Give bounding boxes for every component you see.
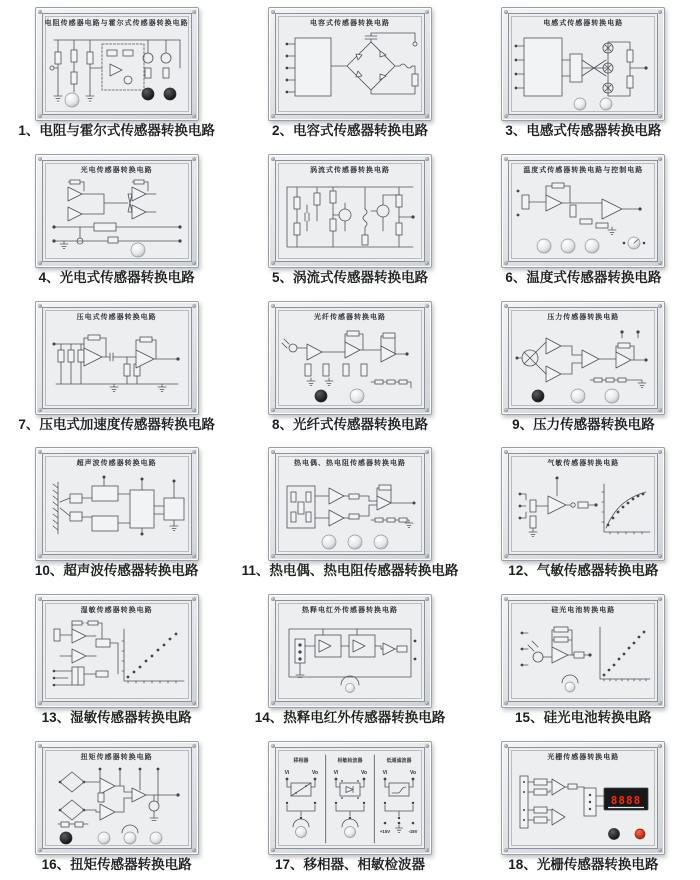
knob-dark: [60, 832, 72, 844]
indicator-knob: [142, 88, 154, 100]
circuit-diagram: [277, 175, 423, 259]
panel-caption: 18、光栅传感器转换电路: [508, 856, 659, 872]
knob: [350, 389, 364, 403]
screw-icon: [425, 450, 429, 454]
panel-plate: [42, 307, 192, 409]
panel-item: [233, 0, 466, 147]
panel-plate: [508, 307, 658, 409]
screw-icon: [658, 848, 662, 852]
screw-icon: [192, 450, 196, 454]
screw-icon: [425, 261, 429, 265]
panel-caption: 11、热电偶、热电阻传感器转换电路: [241, 563, 459, 579]
knob: [131, 243, 145, 257]
panel-item: [0, 587, 233, 734]
circuit-diagram: [277, 615, 423, 699]
panel-title: 光电传感器转换电路: [80, 167, 153, 175]
knob: [150, 832, 162, 844]
panel-item: [0, 733, 233, 880]
circuit-diagram: [277, 753, 423, 845]
panel-item: [0, 440, 233, 587]
device-frame: [268, 154, 432, 268]
knob: [600, 98, 612, 110]
knob-dark: [609, 828, 620, 839]
panel-item: [0, 147, 233, 294]
knob: [537, 239, 551, 253]
screw-icon: [425, 114, 429, 118]
photocell-response-graph: [600, 627, 650, 681]
device-frame: [35, 594, 199, 708]
panel-plate: [275, 13, 425, 115]
panel-caption: 8、光纤式传感器转换电路: [271, 416, 428, 432]
panel-plate: [42, 600, 192, 702]
panel-title: 湿敏传感器转换电路: [80, 607, 153, 615]
screw-icon: [425, 701, 429, 705]
screw-icon: [425, 157, 429, 161]
panel-title: 热释电红外传感器转换电路: [301, 607, 398, 615]
panel-plate: [275, 307, 425, 409]
device-frame: [35, 447, 199, 561]
circuit-diagram: [277, 28, 423, 112]
panel-plate: [508, 747, 658, 849]
knob: [585, 239, 599, 253]
panel-caption: 6、温度式传感器转换电路: [505, 270, 662, 286]
device-frame: [501, 447, 665, 561]
screw-icon: [425, 304, 429, 308]
panel-plate: [275, 600, 425, 702]
phase-knob: [295, 826, 306, 837]
knob: [65, 93, 79, 107]
screw-icon: [658, 701, 662, 705]
circuit-diagram: [510, 322, 656, 406]
screw-icon: [192, 304, 196, 308]
panel-plate: [275, 160, 425, 262]
circuit-diagram: [44, 468, 190, 552]
screw-icon: [658, 261, 662, 265]
panel-item: [0, 293, 233, 440]
panel-caption: 12、气敏传感器转换电路: [508, 563, 659, 579]
knob: [574, 98, 586, 110]
svg-text:Vi: Vi: [284, 769, 290, 776]
device-frame: [501, 301, 665, 415]
device-frame: [268, 301, 432, 415]
panel-title: 光纤传感器转换电路: [313, 313, 386, 321]
panel-title: 超声波传感器转换电路: [76, 460, 157, 468]
device-frame: [35, 7, 199, 121]
panel-caption: 15、硅光电池转换电路: [515, 710, 652, 726]
panel-caption: 2、电容式传感器转换电路: [271, 123, 428, 139]
panel-plate: [42, 13, 192, 115]
screw-icon: [425, 744, 429, 748]
panel-title: 压力传感器转换电路: [547, 313, 620, 321]
device-frame: [501, 741, 665, 855]
device-frame: [501, 594, 665, 708]
panel-plate: [42, 747, 192, 849]
screw-icon: [425, 597, 429, 601]
panel-title: 涡流式传感器转换电路: [309, 167, 390, 175]
screw-icon: [425, 848, 429, 852]
circuit-diagram: [510, 762, 656, 846]
knob: [322, 535, 336, 549]
circuit-diagram: [277, 468, 423, 552]
circuit-diagram: [510, 175, 656, 259]
screw-icon: [658, 744, 662, 748]
panel-item: [467, 147, 700, 294]
circuit-diagram: [44, 28, 190, 112]
panel-plate: [508, 13, 658, 115]
screw-icon: [425, 554, 429, 558]
panel-item: [467, 0, 700, 147]
device-frame: [35, 301, 199, 415]
psu-label: +15V: [379, 828, 391, 834]
humidity-response-graph: [122, 629, 184, 683]
panel-plate: [275, 747, 425, 849]
knob: [605, 389, 619, 403]
panel-title: 热电偶、热电阻传感器转换电路: [293, 460, 406, 468]
panel-item: [233, 293, 466, 440]
screw-icon: [658, 408, 662, 412]
panel-title: 光栅传感器转换电路: [547, 753, 620, 761]
panel-caption: 3、电感式传感器转换电路: [505, 123, 662, 139]
circuit-diagram: [44, 615, 190, 699]
device-frame: [501, 7, 665, 121]
panel-caption: 1、电阻与霍尔式传感器转换电路: [18, 123, 215, 139]
panel-caption: 16、扭矩传感器转换电路: [41, 856, 192, 872]
panel-item: [467, 293, 700, 440]
knob: [345, 684, 354, 693]
panel-item: [233, 440, 466, 587]
svg-text:Vo: Vo: [311, 769, 318, 776]
knob: [561, 239, 575, 253]
screw-icon: [192, 10, 196, 14]
panel-title: 硅光电池转换电路: [551, 607, 616, 615]
panel-plate: [42, 453, 192, 555]
display-digits: 8888: [611, 793, 642, 807]
section-title: 移相器: [293, 757, 309, 764]
panel-caption: 4、光电式传感器转换电路: [38, 270, 195, 286]
knob: [98, 832, 110, 844]
power-button: [635, 829, 645, 839]
section-title: 低通滤波器: [386, 757, 412, 764]
screw-icon: [658, 114, 662, 118]
svg-text:Vi: Vi: [333, 769, 339, 776]
svg-text:Vo: Vo: [360, 769, 367, 776]
panel-plate: [508, 453, 658, 555]
psu-label: -15V: [408, 828, 418, 834]
knob-dark: [532, 390, 544, 402]
knob: [348, 535, 362, 549]
circuit-diagram: [510, 468, 656, 552]
svg-text:Vo: Vo: [409, 769, 416, 776]
gas-response-graph: [602, 484, 650, 534]
device-frame: [268, 594, 432, 708]
section-title: 相敏检波器: [337, 757, 363, 764]
screw-icon: [658, 450, 662, 454]
panel-caption: 10、超声波传感器转换电路: [34, 563, 199, 579]
panel-caption: 14、热释电红外传感器转换电路: [254, 710, 446, 726]
indicator-knob: [164, 88, 176, 100]
knob: [124, 832, 136, 844]
screw-icon: [192, 701, 196, 705]
panel-caption: 5、涡流式传感器转换电路: [271, 270, 428, 286]
circuit-diagram: [510, 615, 656, 699]
screw-icon: [192, 848, 196, 852]
knob: [374, 535, 388, 549]
screw-icon: [192, 261, 196, 265]
screw-icon: [192, 114, 196, 118]
device-frame: [268, 447, 432, 561]
digital-display: [604, 788, 648, 810]
phase-knob: [344, 826, 355, 837]
panel-caption: 13、湿敏传感器转换电路: [41, 710, 192, 726]
panel-caption: 17、移相器、相敏检波器: [274, 856, 425, 872]
panel-item: [233, 587, 466, 734]
svg-text:Vi: Vi: [382, 769, 388, 776]
panel-plate: [508, 600, 658, 702]
panel-item: [467, 440, 700, 587]
screw-icon: [425, 408, 429, 412]
knob: [565, 682, 575, 692]
screw-icon: [658, 10, 662, 14]
screw-icon: [192, 554, 196, 558]
panel-item: [467, 733, 700, 880]
device-frame: [35, 154, 199, 268]
screw-icon: [192, 157, 196, 161]
panel-title: 压电式传感器转换电路: [76, 313, 157, 321]
circuit-diagram: [44, 762, 190, 846]
screw-icon: [658, 554, 662, 558]
device-frame: [501, 154, 665, 268]
circuit-diagram: [44, 322, 190, 406]
device-frame: [35, 741, 199, 855]
device-frame: [268, 7, 432, 121]
panel-item: [233, 733, 466, 880]
panel-title: 温度式传感器转换电路与控制电路: [523, 167, 644, 175]
panel-title: 电感式传感器转换电路: [543, 20, 624, 28]
device-frame: [268, 741, 432, 855]
screw-icon: [658, 157, 662, 161]
circuit-diagram: [277, 322, 423, 406]
panel-caption: 7、压电式加速度传感器转换电路: [18, 416, 215, 432]
circuit-diagram: [510, 28, 656, 112]
panel-caption: 9、压力传感器转换电路: [512, 416, 655, 432]
circuit-diagram: [44, 175, 190, 259]
screw-icon: [192, 744, 196, 748]
panel-title: 电阻传感器电路与霍尔式传感器转换电路: [44, 20, 189, 28]
panel-plate: [42, 160, 192, 262]
screw-icon: [192, 597, 196, 601]
knob: [571, 389, 585, 403]
knob-dark: [315, 390, 327, 402]
panel-plate: [275, 453, 425, 555]
panel-title: 气敏传感器转换电路: [547, 460, 620, 468]
panel-item: [0, 0, 233, 147]
panel-title: 电容式传感器转换电路: [309, 20, 390, 28]
screw-icon: [425, 10, 429, 14]
screw-icon: [658, 597, 662, 601]
panel-item: [233, 147, 466, 294]
screw-icon: [658, 304, 662, 308]
screw-icon: [192, 408, 196, 412]
panel-item: [467, 587, 700, 734]
panel-title: 扭矩传感器转换电路: [80, 753, 153, 761]
panel-plate: [508, 160, 658, 262]
